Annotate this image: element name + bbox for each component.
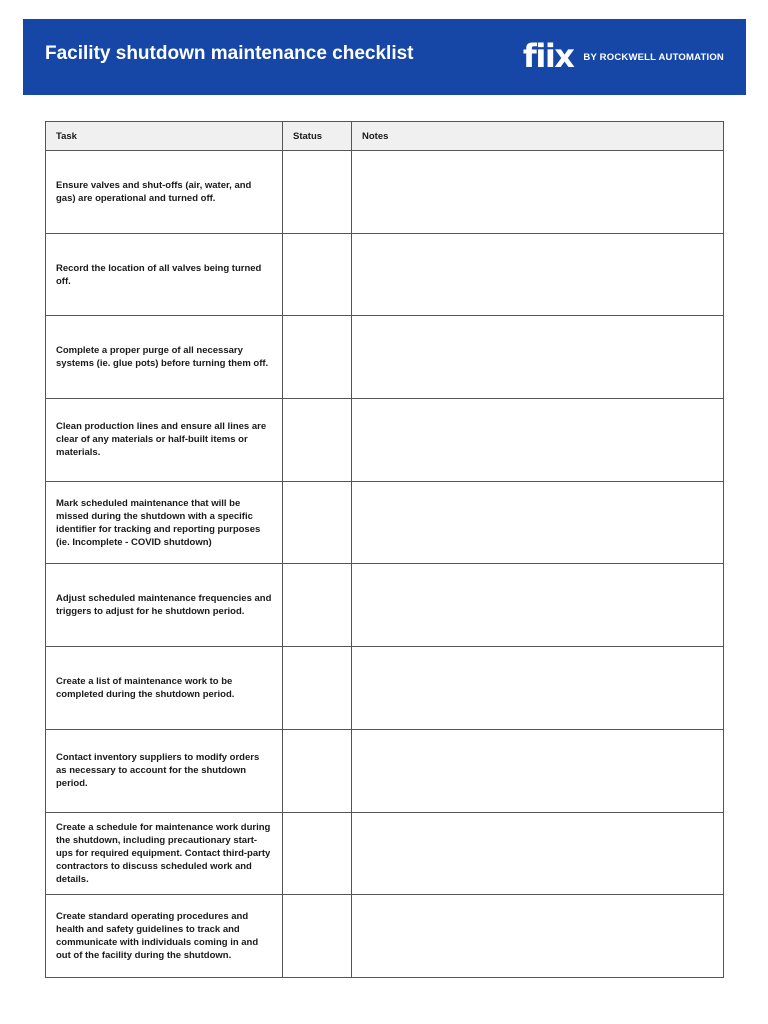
task-text: Mark scheduled maintenance that will be missed during the shutdown with a specific identifier for tracking and reporting purposes (ie. Incomplete - COVID shutdown) [56, 497, 261, 548]
checklist-table [45, 121, 724, 978]
task-cell [46, 316, 283, 399]
task-text: Create standard operating procedures and health and safety guidelines to track and communicate with individuals coming in and out of the facility during the shutdown. [56, 911, 259, 962]
table-row [46, 729, 724, 812]
table-header-row [46, 122, 724, 151]
status-cell[interactable] [283, 895, 352, 978]
status-cell[interactable] [283, 647, 352, 730]
task-cell [46, 895, 283, 978]
task-text: Record the location of all valves being turned off. [56, 262, 262, 287]
table-row [46, 233, 724, 316]
task-text: Contact inventory suppliers to modify orders as necessary to account for the shutdown period. [56, 752, 260, 790]
notes-cell[interactable] [352, 151, 724, 234]
table-row [46, 151, 724, 234]
status-cell[interactable] [283, 151, 352, 234]
status-cell[interactable] [283, 399, 352, 482]
status-cell[interactable] [283, 233, 352, 316]
page-title: Facility shutdown maintenance checklist [45, 43, 414, 64]
task-cell [46, 564, 283, 647]
notes-cell[interactable] [352, 895, 724, 978]
task-cell [46, 647, 283, 730]
task-cell [46, 399, 283, 482]
notes-cell[interactable] [352, 647, 724, 730]
brand-logo-group [522, 37, 724, 75]
table-row [46, 812, 724, 895]
notes-cell[interactable] [352, 812, 724, 895]
task-cell [46, 481, 283, 564]
task-text: Create a list of maintenance work to be completed during the shutdown period. [56, 675, 235, 700]
status-cell[interactable] [283, 481, 352, 564]
task-text: Adjust scheduled maintenance frequencies and triggers to adjust for he shutdown period. [56, 593, 272, 618]
fiix-logo: fiix [522, 37, 574, 75]
task-cell [46, 812, 283, 895]
table-row [46, 481, 724, 564]
task-text: Complete a proper purge of all necessary systems (ie. glue pots) before turning them off. [56, 345, 269, 370]
table-row [46, 564, 724, 647]
notes-cell[interactable] [352, 316, 724, 399]
task-cell [46, 729, 283, 812]
status-cell[interactable] [283, 812, 352, 895]
table-row [46, 647, 724, 730]
brand-tagline: BY ROCKWELL AUTOMATION [583, 52, 724, 63]
column-header-status: Status [283, 122, 352, 151]
notes-cell[interactable] [352, 481, 724, 564]
table-row [46, 895, 724, 978]
notes-cell[interactable] [352, 233, 724, 316]
notes-cell[interactable] [352, 729, 724, 812]
table-row [46, 399, 724, 482]
column-header-task: Task [46, 122, 283, 151]
task-text: Clean production lines and ensure all lines are clear of any materials or half-built items or materials. [56, 421, 267, 459]
notes-cell[interactable] [352, 564, 724, 647]
column-header-notes: Notes [352, 122, 724, 151]
status-cell[interactable] [283, 564, 352, 647]
task-cell [46, 151, 283, 234]
page-header [23, 19, 746, 95]
notes-cell[interactable] [352, 399, 724, 482]
task-text: Ensure valves and shut-offs (air, water, and gas) are operational and turned off. [56, 179, 252, 204]
table-row [46, 316, 724, 399]
task-cell [46, 233, 283, 316]
task-text: Create a schedule for maintenance work during the shutdown, including precautionary start-ups for required equipment. Contact third-party contractors to discuss scheduled work and details. [56, 821, 271, 885]
status-cell[interactable] [283, 729, 352, 812]
status-cell[interactable] [283, 316, 352, 399]
